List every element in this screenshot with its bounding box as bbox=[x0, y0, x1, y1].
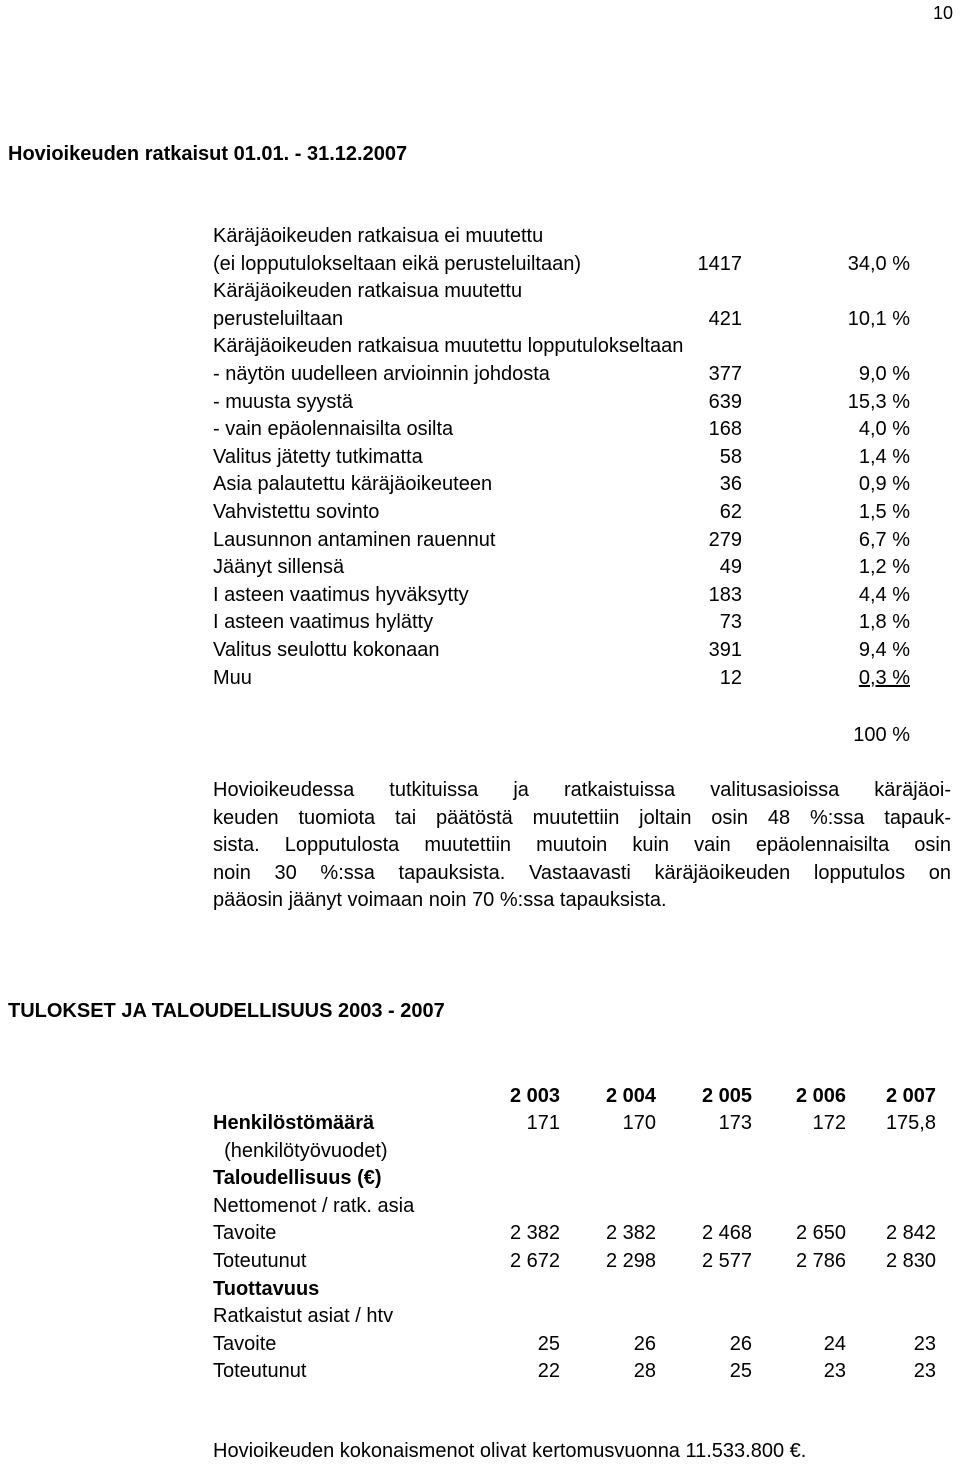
row-percent: 34,0 % bbox=[847, 252, 910, 275]
row-percent: 0,9 % bbox=[858, 473, 910, 496]
year-header: 2 007 bbox=[885, 1085, 936, 1107]
paragraph-line: pääosin jäänyt voimaan noin 70 %:ssa tapauksista. bbox=[213, 889, 667, 911]
footer-note: Hovioikeuden kokonaismenot olivat kertomusvuonna 11.533.800 €. bbox=[213, 1440, 807, 1462]
table-row-label: Nettomenot / ratk. asia bbox=[213, 1194, 415, 1217]
row-percent: 1,5 % bbox=[858, 501, 910, 523]
row-label: Käräjäoikeuden ratkaisua muutettu bbox=[213, 280, 523, 303]
row-percent: 1,8 % bbox=[858, 611, 910, 634]
row-label: I asteen vaatimus hylätty bbox=[213, 611, 434, 634]
table-cell: 2 298 bbox=[605, 1250, 656, 1272]
paragraph-line: noin 30 %:ssa tapauksista. Vastaavasti käräjäoikeuden lopputulos on bbox=[213, 861, 951, 884]
year-header: 2 006 bbox=[795, 1085, 846, 1107]
row-count: 36 bbox=[719, 473, 742, 496]
row-count: 377 bbox=[708, 363, 742, 385]
table-cell: 2 577 bbox=[701, 1250, 752, 1272]
row-label: Muu bbox=[213, 666, 252, 689]
row-percent: 0,3 % bbox=[858, 666, 910, 689]
year-header: 2 003 bbox=[509, 1085, 560, 1107]
row-label: Vahvistettu sovinto bbox=[213, 501, 380, 523]
paragraph-line: sista. Lopputulosta muutettiin muutoin kuin vain epäolennaisilta osin bbox=[213, 834, 951, 856]
table-cell: 23 bbox=[913, 1360, 936, 1383]
table-cell: 171 bbox=[526, 1112, 560, 1134]
table-cell: 26 bbox=[633, 1332, 656, 1355]
row-percent: 9,4 % bbox=[858, 639, 910, 661]
row-percent: 15,3 % bbox=[847, 390, 910, 413]
table-cell: 2 842 bbox=[885, 1222, 936, 1245]
table-row-label: Ratkaistut asiat / htv bbox=[213, 1305, 394, 1328]
row-count: 183 bbox=[708, 583, 742, 606]
table-cell: 2 786 bbox=[795, 1250, 846, 1272]
table-row-label: Taloudellisuus (€) bbox=[213, 1167, 382, 1190]
table-cell: 170 bbox=[622, 1112, 656, 1134]
row-label: Käräjäoikeuden ratkaisua muutettu lopputulokseltaan bbox=[213, 335, 684, 358]
row-label: Asia palautettu käräjäoikeuteen bbox=[213, 473, 493, 496]
row-label: perusteluiltaan bbox=[213, 307, 344, 330]
table-cell: 28 bbox=[633, 1360, 656, 1383]
row-count: 49 bbox=[719, 556, 742, 579]
table-cell: 26 bbox=[729, 1332, 752, 1355]
paragraph-line: keuden tuomiota tai päätöstä muutettiin joltain osin 48 %:ssa tapauk- bbox=[213, 806, 951, 829]
row-percent: 9,0 % bbox=[858, 363, 910, 385]
table-cell: 24 bbox=[823, 1332, 846, 1355]
table-row-label: Henkilöstömäärä bbox=[213, 1112, 375, 1134]
row-label: Käräjäoikeuden ratkaisua ei muutettu bbox=[213, 225, 544, 247]
table-cell: 2 382 bbox=[605, 1222, 656, 1245]
table-cell: 23 bbox=[913, 1332, 936, 1355]
row-label: Valitus jätetty tutkimatta bbox=[213, 445, 423, 468]
table-cell: 172 bbox=[812, 1112, 846, 1134]
table-row-label: Toteutunut bbox=[213, 1360, 307, 1383]
table-row-label: Tuottavuus bbox=[213, 1277, 320, 1300]
table-cell: 22 bbox=[537, 1360, 560, 1383]
row-label: - muusta syystä bbox=[213, 390, 354, 413]
row-count: 279 bbox=[708, 528, 742, 551]
total-percent: 100 % bbox=[853, 724, 910, 746]
row-label: - vain epäolennaisilta osilta bbox=[213, 418, 454, 441]
table-cell: 2 830 bbox=[885, 1250, 936, 1272]
row-count: 1417 bbox=[697, 252, 742, 275]
table-cell: 2 672 bbox=[509, 1250, 560, 1272]
row-label: - näytön uudelleen arvioinnin johdosta bbox=[213, 363, 550, 385]
row-count: 168 bbox=[708, 418, 742, 441]
section2-title: TULOKSET JA TALOUDELLISUUS 2003 - 2007 bbox=[8, 1000, 445, 1022]
table-cell: 175,8 bbox=[885, 1112, 936, 1134]
table-cell: 2 382 bbox=[509, 1222, 560, 1245]
row-label: Lausunnon antaminen rauennut bbox=[213, 528, 496, 551]
row-percent: 1,2 % bbox=[858, 556, 910, 579]
row-label: (ei lopputulokseltaan eikä perusteluiltaan) bbox=[213, 252, 582, 275]
row-percent: 4,0 % bbox=[858, 418, 910, 441]
row-count: 62 bbox=[719, 501, 742, 523]
row-label: Jäänyt sillensä bbox=[213, 556, 345, 579]
section1-title: Hovioikeuden ratkaisut 01.01. - 31.12.2007 bbox=[8, 143, 408, 165]
row-label: Valitus seulottu kokonaan bbox=[213, 639, 440, 661]
row-count: 391 bbox=[708, 639, 742, 661]
row-count: 12 bbox=[719, 666, 742, 689]
table-row-label: Toteutunut bbox=[213, 1250, 307, 1272]
table-row-label: (henkilötyövuodet) bbox=[213, 1139, 388, 1162]
table-row-label: Tavoite bbox=[213, 1222, 277, 1245]
row-percent: 10,1 % bbox=[847, 307, 910, 330]
table-cell: 25 bbox=[537, 1332, 560, 1355]
table-cell: 173 bbox=[718, 1112, 752, 1134]
table-cell: 25 bbox=[729, 1360, 752, 1383]
table-cell: 2 468 bbox=[701, 1222, 752, 1245]
row-count: 639 bbox=[708, 390, 742, 413]
paragraph-line: Hovioikeudessa tutkituissa ja ratkaistuissa valitusasioissa käräjäoi- bbox=[213, 779, 951, 801]
year-header: 2 004 bbox=[605, 1085, 656, 1107]
row-percent: 6,7 % bbox=[858, 528, 910, 551]
summary-paragraph bbox=[213, 777, 951, 915]
row-count: 421 bbox=[708, 307, 742, 330]
row-percent: 1,4 % bbox=[858, 445, 910, 468]
row-label: I asteen vaatimus hyväksytty bbox=[213, 583, 469, 606]
page-number: 10 bbox=[932, 3, 953, 23]
table-cell: 2 650 bbox=[795, 1222, 846, 1245]
row-count: 73 bbox=[719, 611, 742, 634]
row-percent: 4,4 % bbox=[858, 583, 910, 606]
table-cell: 23 bbox=[823, 1360, 846, 1383]
year-header: 2 005 bbox=[701, 1085, 752, 1107]
table-row-label: Tavoite bbox=[213, 1332, 277, 1355]
row-count: 58 bbox=[719, 445, 742, 468]
